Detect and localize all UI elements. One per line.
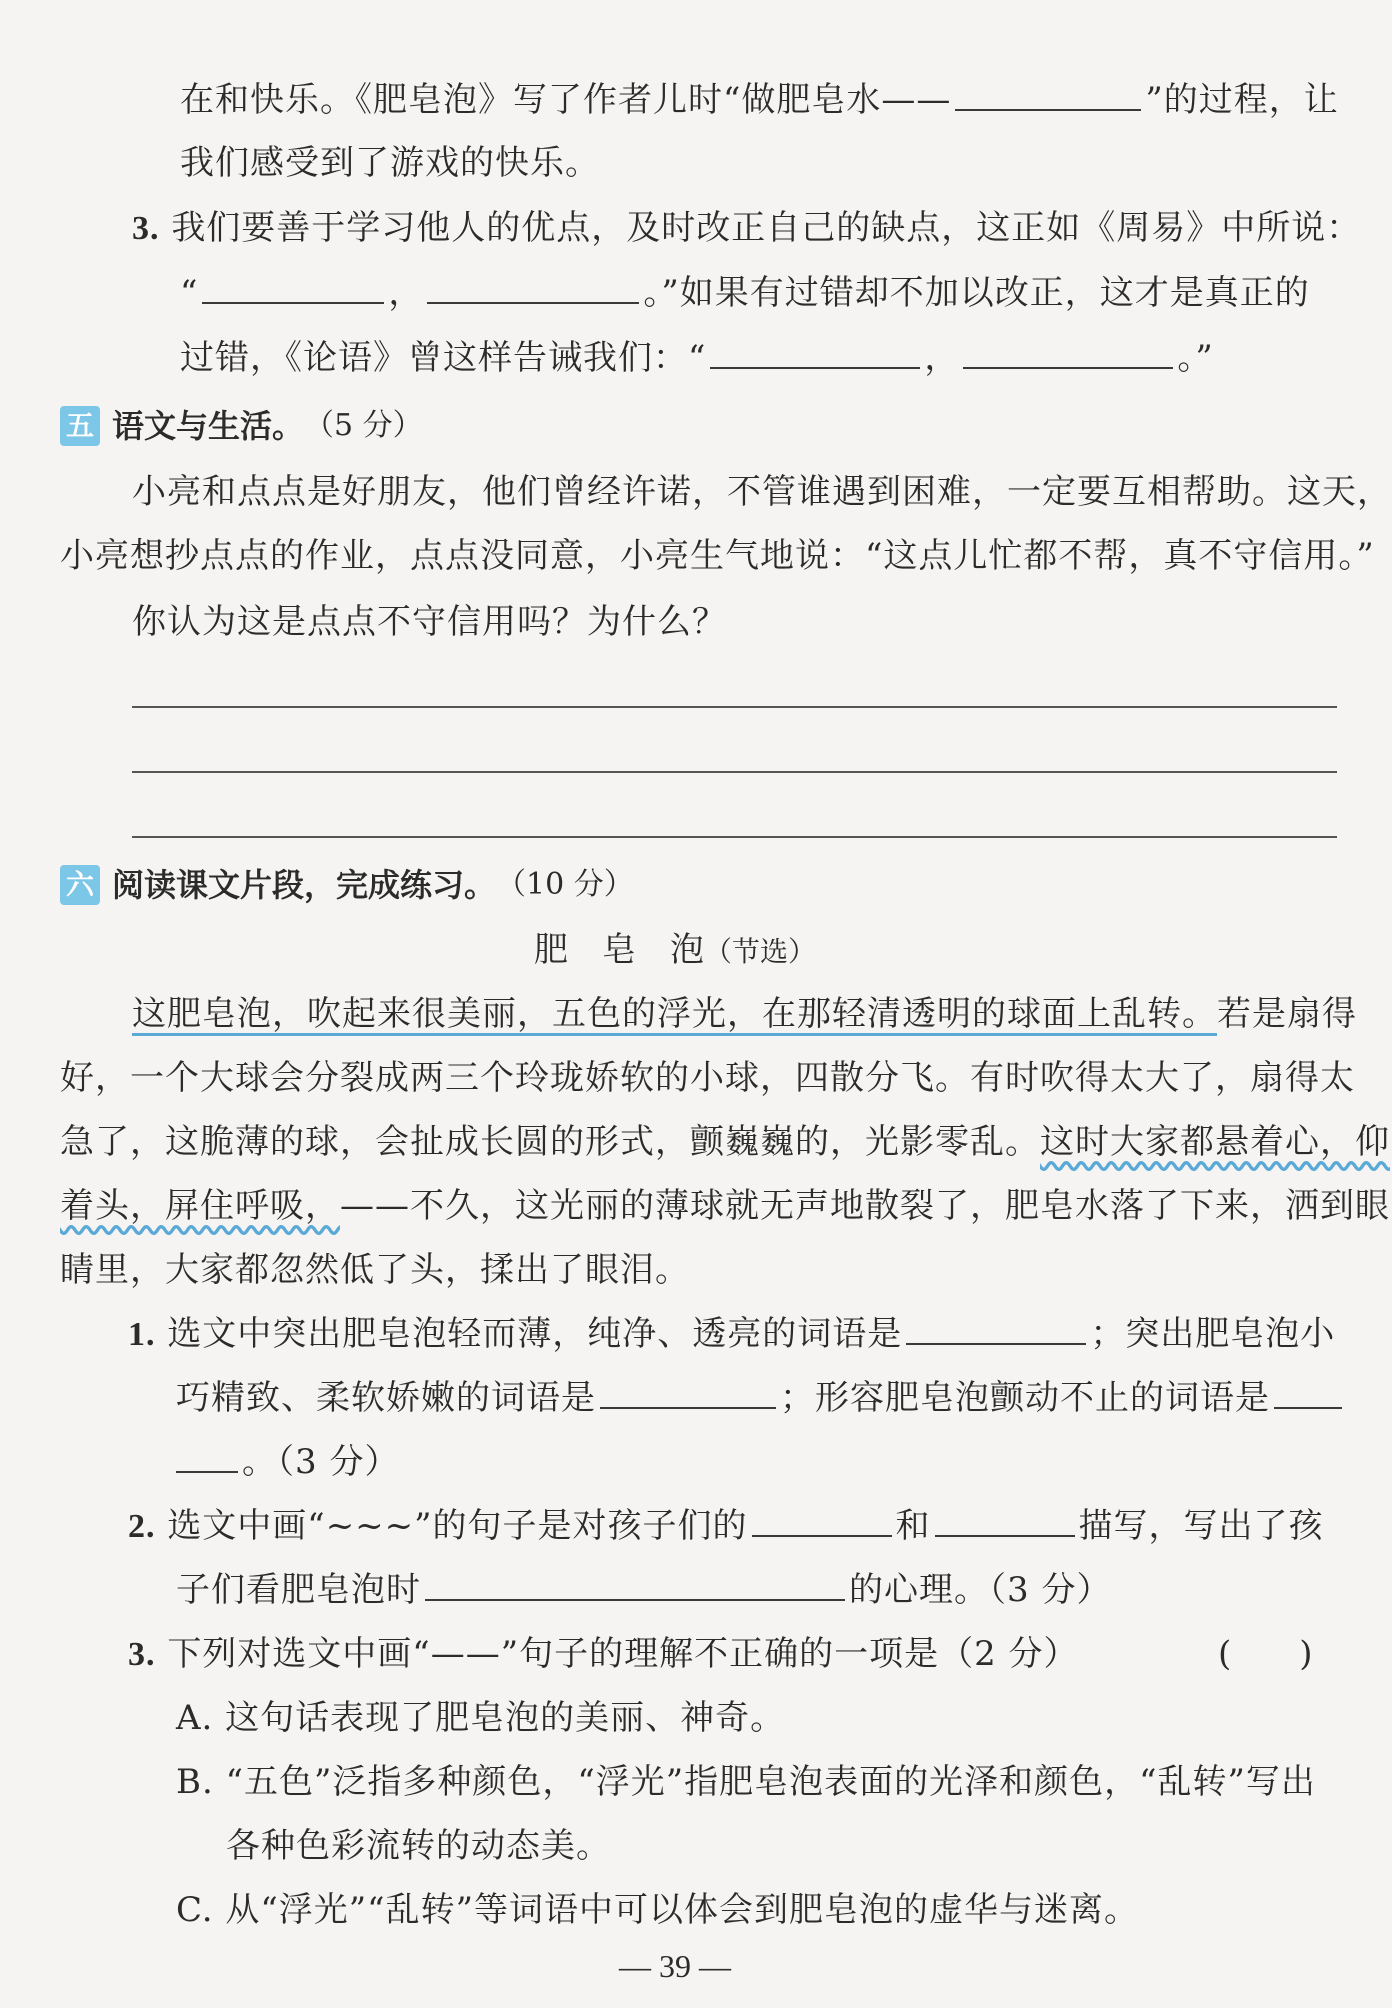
blank[interactable] bbox=[955, 79, 1141, 111]
question-1-line-1: 1. 选文中突出肥皂泡轻而薄，纯净、透亮的词语是 ；突出肥皂泡小 bbox=[128, 1314, 1336, 1354]
section-6-heading bbox=[60, 863, 634, 907]
passage-line-4: 着头，屏住呼吸，——不久，这光丽的薄球就无声地散裂了，肥皂水落了下来，洒到眼 bbox=[60, 1186, 1390, 1226]
blank[interactable] bbox=[752, 1505, 892, 1537]
option-b-line-2: 各种色彩流转的动态美。 bbox=[226, 1826, 611, 1866]
wavy-underlined-sentence: 这时大家都悬着心，仰 bbox=[1040, 1122, 1390, 1162]
top-line-2: 我们感受到了游戏的快乐。 bbox=[180, 143, 600, 183]
blank[interactable] bbox=[1274, 1377, 1342, 1409]
passage-line-3: 急了，这脆薄的球，会扯成长圆的形式，颤巍巍的，光影零乱。这时大家都悬着心，仰 bbox=[60, 1122, 1390, 1162]
answer-line[interactable] bbox=[132, 771, 1337, 773]
answer-parentheses[interactable]: ( ) bbox=[1218, 1634, 1313, 1674]
section-5-question: 你认为这是点点不守信用吗？为什么？ bbox=[132, 602, 727, 642]
top-question-3-line-2: “ ， 。”如果有过错却不加以改正，这才是真正的 bbox=[180, 273, 1310, 313]
section-5-heading bbox=[60, 404, 423, 448]
straight-underlined-sentence: 这肥皂泡，吹起来很美丽，五色的浮光，在那轻清透明的球面上乱转。 bbox=[132, 994, 1217, 1034]
question-2-line-2: 子们看肥皂泡时 的心理。（3 分） bbox=[176, 1570, 1112, 1610]
option-a: A. 这句话表现了肥皂泡的美丽、神奇。 bbox=[176, 1698, 786, 1738]
section-5-paragraph-1: 小亮和点点是好朋友，他们曾经许诺，不管谁遇到困难，一定要互相帮助。这天， bbox=[132, 472, 1392, 512]
passage-line-5: 睛里，大家都忽然低了头，揉出了眼泪。 bbox=[60, 1250, 690, 1290]
top-question-3-line-1: 3. 我们要善于学习他人的优点，及时改正自己的缺点，这正如《周易》中所说： bbox=[132, 208, 1362, 248]
answer-line[interactable] bbox=[132, 706, 1337, 708]
section-5-badge: 五 bbox=[60, 406, 100, 446]
section-6-score: （10 分） bbox=[496, 867, 634, 902]
blank[interactable] bbox=[176, 1441, 238, 1473]
section-6-badge: 六 bbox=[60, 865, 100, 905]
blank[interactable] bbox=[202, 272, 384, 304]
blank[interactable] bbox=[906, 1313, 1086, 1345]
question-1-line-3: 。（3 分） bbox=[176, 1440, 399, 1484]
passage-line-1: 这肥皂泡，吹起来很美丽，五色的浮光，在那轻清透明的球面上乱转。若是扇得 bbox=[132, 994, 1357, 1034]
top-question-3-line-3: 过错，《论语》曾这样告诫我们：“ ， 。” bbox=[180, 338, 1214, 378]
section-5-score: （5 分） bbox=[304, 408, 423, 443]
question-2-line-1: 2. 选文中画“~~~”的句子是对孩子们的 和 描写，写出了孩 bbox=[128, 1506, 1324, 1546]
answer-line[interactable] bbox=[132, 836, 1337, 838]
question-3: 3. 下列对选文中画“——”句子的理解不正确的一项是（2 分） bbox=[128, 1634, 1079, 1674]
passage-line-2: 好，一个大球会分裂成两三个玲珑娇软的小球，四散分飞。有时吹得太大了，扇得太 bbox=[60, 1058, 1355, 1098]
section-6-title: 阅读课文片段，完成练习。 bbox=[112, 866, 497, 904]
blank[interactable] bbox=[425, 1569, 845, 1601]
section-5-title: 语文与生活。 bbox=[112, 407, 305, 445]
blank[interactable] bbox=[935, 1505, 1075, 1537]
option-c: C. 从“浮光”“乱转”等词语中可以体会到肥皂泡的虚华与迷离。 bbox=[176, 1890, 1139, 1930]
section-5-paragraph-2: 小亮想抄点点的作业，点点没同意，小亮生气地说：“这点儿忙都不帮，真不守信用。” bbox=[60, 536, 1375, 576]
question-1-line-2: 巧精致、柔软娇嫩的词语是 ；形容肥皂泡颤动不止的词语是 bbox=[176, 1376, 1346, 1420]
blank[interactable] bbox=[963, 337, 1173, 369]
passage-title: 肥 皂 泡（节选） bbox=[533, 930, 816, 970]
blank[interactable] bbox=[600, 1377, 776, 1409]
top-line-1: 在和快乐。《肥皂泡》写了作者儿时“做肥皂水—— ”的过程，让 bbox=[180, 80, 1339, 120]
blank[interactable] bbox=[710, 337, 920, 369]
page-number: — 39 — bbox=[619, 1948, 731, 1984]
option-b-line-1: B. “五色”泛指多种颜色，“浮光”指肥皂泡表面的光泽和颜色，“乱转”写出 bbox=[176, 1762, 1316, 1802]
wavy-underlined-sentence: 着头，屏住呼吸， bbox=[60, 1186, 340, 1226]
blank[interactable] bbox=[427, 272, 639, 304]
